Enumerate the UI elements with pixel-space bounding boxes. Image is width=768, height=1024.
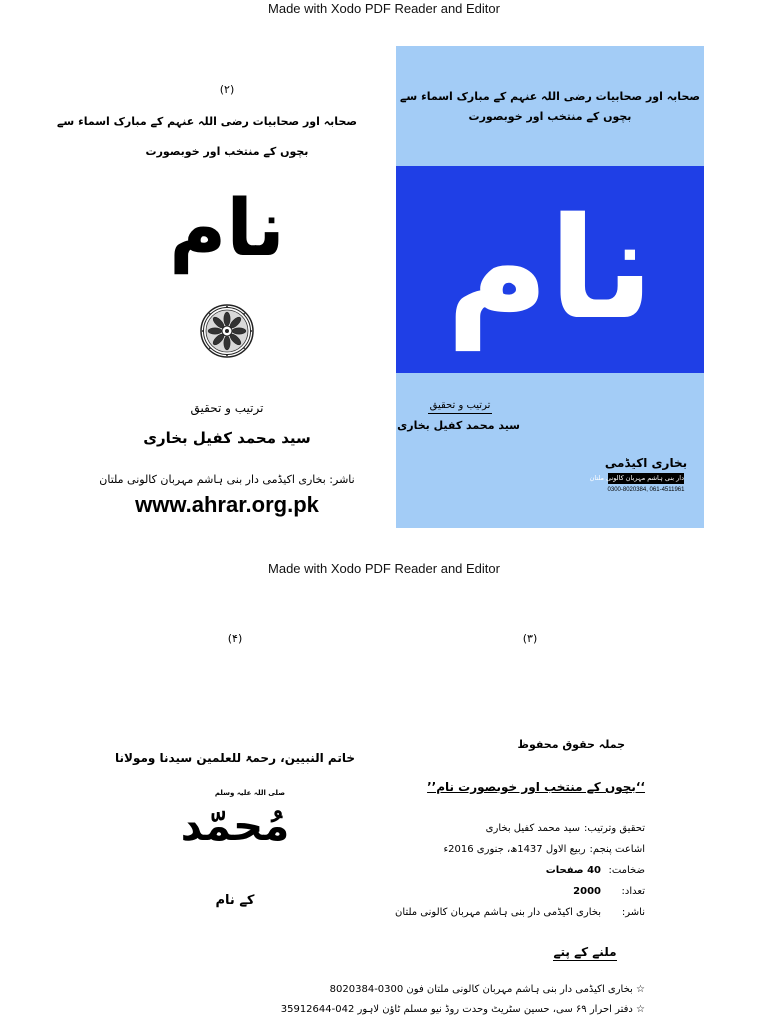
addresses-heading: ملنے کے پتے bbox=[553, 945, 617, 959]
colophon-label: ناشر: bbox=[621, 907, 645, 918]
publisher-logo bbox=[589, 455, 688, 499]
pdf-page-2 bbox=[56, 70, 357, 530]
colophon-book-title: ‘‘بچوں کے منتخب اور خوبصورت نام’’ bbox=[427, 780, 645, 794]
colophon-label: اشاعت پنجم: bbox=[589, 844, 645, 855]
logo-name: بخاری اکیڈمی bbox=[604, 456, 688, 470]
colophon-label: تعداد: bbox=[621, 886, 645, 897]
compiler-label: ترتیب و تحقیق bbox=[190, 401, 264, 415]
logo-address: دار بنی ہاشم مہربان کالونی ملتان bbox=[589, 474, 684, 482]
cover-top-band bbox=[396, 46, 704, 166]
address-line: ☆ بخاری اکیڈمی دار بنی ہاشم مہربان کالونی ملتان فون 0300-8020384 bbox=[329, 984, 645, 995]
salutation: صلی اللہ علیہ وسلم bbox=[214, 789, 285, 797]
xodo-watermark-top: Made with Xodo PDF Reader and Editor bbox=[268, 1, 500, 16]
dedication-closing: کے نام bbox=[215, 893, 255, 908]
page-number: (۴) bbox=[227, 632, 243, 645]
logo-phones: 0300-8020384, 061-4511961 bbox=[607, 487, 685, 493]
cover-bottom-band bbox=[396, 373, 704, 528]
colophon-value: 40 صفحات bbox=[545, 865, 601, 876]
dedication-line: خاتم النبیین، رحمۃ للعلمین سیدنا ومولانا bbox=[115, 751, 355, 765]
colophon-label: ضخامت: bbox=[608, 865, 645, 876]
cover-compiler-name: سید محمد کفیل بخاری bbox=[397, 419, 520, 432]
compiler-name: سید محمد کفیل بخاری bbox=[143, 429, 311, 447]
colophon-value: 2000 bbox=[573, 886, 601, 897]
subtitle-line-1: صحابہ اور صحابیات رضی اللہ عنہم کے مبارک اسماء سے bbox=[56, 115, 357, 128]
colophon-row-edition bbox=[443, 842, 645, 858]
muhammad-calligraphy bbox=[175, 788, 295, 862]
cover-compiler-label: ترتیب و تحقیق bbox=[410, 399, 510, 414]
copyright-notice: جملہ حقوق محفوظ bbox=[517, 738, 625, 751]
colophon-value: بخاری اکیڈمی دار بنی ہاشم مہربان کالونی ملتان bbox=[395, 907, 601, 918]
colophon-row-pages bbox=[546, 863, 645, 879]
cover-subtitle-line-1: صحابہ اور صحابیات رضی اللہ عنہم کے مبارک اسماء سے bbox=[399, 90, 700, 103]
colophon-value: سید محمد کفیل بخاری bbox=[485, 823, 581, 834]
colophon-row-publisher bbox=[395, 905, 645, 921]
subtitle-line-2: بچوں کے منتخب اور خوبصورت bbox=[145, 145, 309, 158]
website-url: www.ahrar.org.pk bbox=[135, 492, 319, 517]
page-number: (۲) bbox=[219, 83, 235, 96]
book-title: نام bbox=[169, 184, 285, 274]
pdf-page-cover bbox=[396, 46, 704, 528]
cover-title-band bbox=[396, 166, 704, 373]
xodo-watermark-middle: Made with Xodo PDF Reader and Editor bbox=[268, 561, 500, 576]
colophon-row-quantity bbox=[573, 884, 645, 900]
cover-title: نام bbox=[446, 188, 654, 351]
colophon-row-compiler bbox=[486, 821, 645, 837]
pdf-page-4 bbox=[105, 620, 365, 920]
ornamental-seal-icon bbox=[200, 304, 254, 358]
page-number: (۳) bbox=[522, 632, 538, 645]
publisher-line: ناشر: بخاری اکیڈمی دار بنی ہاشم مہربان کالونی ملتان bbox=[99, 473, 355, 486]
address-line: ☆ دفتر احرار ۶۹ سی، حسین سٹریٹ وحدت روڈ نیو مسلم ٹاؤن لاہور 042-35912644 bbox=[280, 1004, 645, 1015]
colophon-value: ربیع الاول 1437ھ، جنوری 2016ء bbox=[443, 844, 586, 855]
pdf-page-3 bbox=[280, 620, 680, 1024]
cover-subtitle-line-2: بچوں کے منتخب اور خوبصورت bbox=[468, 110, 632, 123]
calligraphy-name: مُحمّد bbox=[180, 801, 290, 850]
colophon-label: تحقیق وترتیب: bbox=[584, 823, 645, 834]
